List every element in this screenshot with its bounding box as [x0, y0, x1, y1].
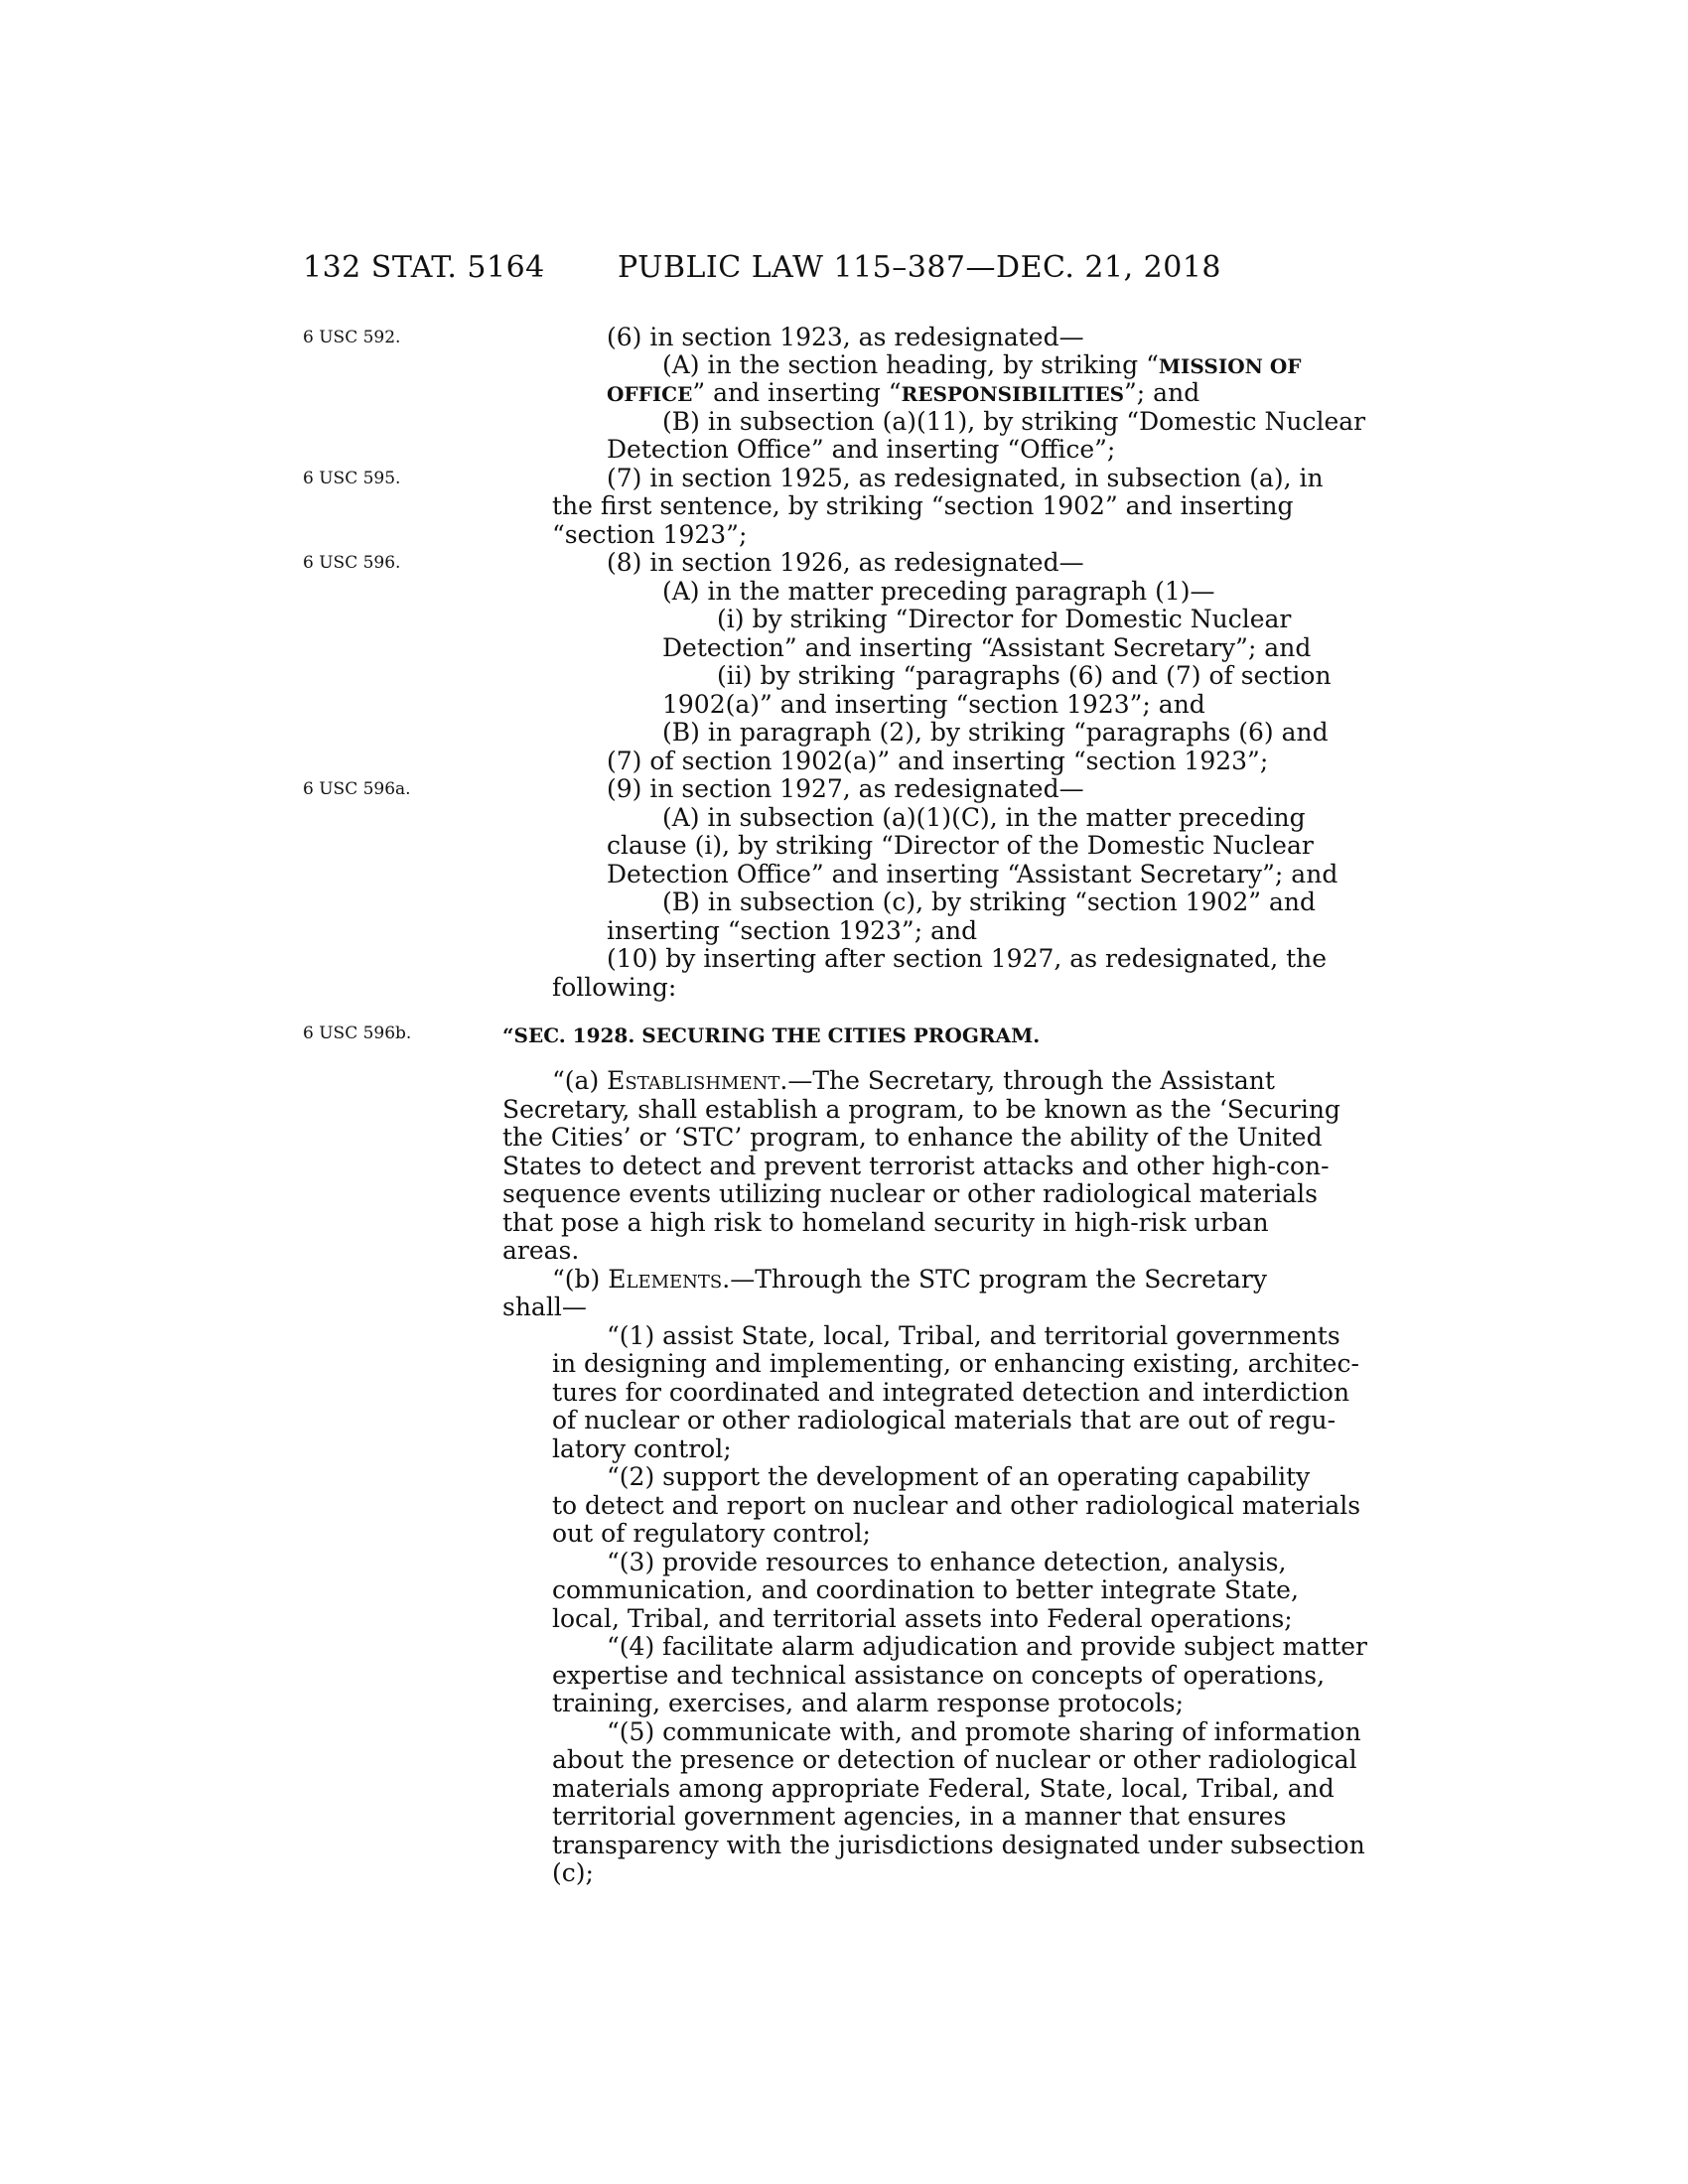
- text-line: “(5) communicate with, and promote sharing of information: [607, 1717, 1361, 1746]
- text-line: “(1) assist State, local, Tribal, and territorial governments: [607, 1321, 1340, 1350]
- text-line: to detect and report on nuclear and other radiological materials: [552, 1491, 1361, 1520]
- text-line: (9) in section 1927, as redesignated—: [607, 774, 1084, 803]
- bold-heading-text: RESPONSIBILITIES: [901, 382, 1125, 406]
- text-line: (B) in subsection (c), by striking “section 1902” and: [662, 887, 1316, 916]
- text-line: Detection Office” and inserting “Office”;: [607, 435, 1116, 464]
- text-span: “(b): [552, 1265, 609, 1294]
- text-span: .—Through the STC program the Secretary: [722, 1265, 1267, 1294]
- text-line: Secretary, shall establish a program, to be known as the ‘Securing: [502, 1095, 1340, 1124]
- text-span: ”; and: [1124, 378, 1200, 407]
- margin-note-usc-596a: 6 USC 596a.: [303, 779, 411, 799]
- text-line: [552, 1265, 1267, 1294]
- text-line: shall—: [502, 1293, 587, 1321]
- text-line: (A) in the matter preceding paragraph (1)—: [662, 577, 1215, 606]
- text-line: Detection” and inserting “Assistant Secretary”; and: [662, 633, 1312, 662]
- text-line: training, exercises, and alarm response protocols;: [552, 1689, 1185, 1717]
- text-line: territorial government agencies, in a manner that ensures: [552, 1802, 1287, 1831]
- text-line: (8) in section 1926, as redesignated—: [607, 548, 1084, 577]
- text-line: about the presence or detection of nuclear or other radiological: [552, 1745, 1357, 1774]
- bold-heading-text: MISSION OF: [1158, 354, 1302, 378]
- text-line: areas.: [502, 1236, 580, 1265]
- text-line: latory control;: [552, 1434, 732, 1463]
- text-line: “(4) facilitate alarm adjudication and provide subject matter: [607, 1632, 1367, 1661]
- section-heading: “SEC. 1928. SECURING THE CITIES PROGRAM.: [502, 1024, 1041, 1047]
- text-line: local, Tribal, and territorial assets into Federal operations;: [552, 1604, 1293, 1633]
- public-law-title: PUBLIC LAW 115–387—DEC. 21, 2018: [618, 250, 1222, 285]
- text-line: (10) by inserting after section 1927, as redesignated, the: [607, 944, 1328, 973]
- text-line: [607, 378, 1199, 407]
- text-line: [662, 350, 1301, 379]
- margin-note-usc-592: 6 USC 592.: [303, 328, 401, 347]
- text-line: “section 1923”;: [552, 520, 748, 549]
- text-line: (B) in paragraph (2), by striking “paragraphs (6) and: [662, 718, 1329, 747]
- margin-note-usc-596b: 6 USC 596b.: [303, 1024, 412, 1043]
- text-line: the Cities’ or ‘STC’ program, to enhance the ability of the United: [502, 1123, 1323, 1152]
- text-line: transparency with the jurisdictions designated under subsection: [552, 1831, 1365, 1859]
- text-line: Detection Office” and inserting “Assistant Secretary”; and: [607, 860, 1338, 888]
- bold-heading-text: OFFICE: [607, 382, 693, 406]
- subsection-heading: Establishment: [607, 1066, 780, 1095]
- text-line: tures for coordinated and integrated detection and interdiction: [552, 1378, 1350, 1407]
- subsection-heading: Elements: [608, 1265, 723, 1294]
- margin-note-usc-596: 6 USC 596.: [303, 553, 401, 573]
- text-line: [552, 1066, 1275, 1095]
- text-line: (i) by striking “Director for Domestic Nuclear: [717, 605, 1292, 633]
- text-line: inserting “section 1923”; and: [607, 916, 978, 945]
- text-line: (B) in subsection (a)(11), by striking “Domestic Nuclear: [662, 407, 1366, 436]
- text-line: materials among appropriate Federal, State, local, Tribal, and: [552, 1774, 1335, 1803]
- text-line: (7) of section 1902(a)” and inserting “section 1923”;: [607, 747, 1269, 775]
- text-line: the first sentence, by striking “section 1902” and inserting: [552, 491, 1294, 520]
- text-line: States to detect and prevent terrorist attacks and other high-con-: [502, 1152, 1330, 1180]
- text-line: “(3) provide resources to enhance detection, analysis,: [607, 1548, 1287, 1576]
- text-line: sequence events utilizing nuclear or other radiological materials: [502, 1179, 1318, 1208]
- text-line: communication, and coordination to better integrate State,: [552, 1575, 1299, 1604]
- text-line: out of regulatory control;: [552, 1519, 871, 1548]
- text-line: expertise and technical assistance on concepts of operations,: [552, 1661, 1326, 1690]
- text-line: following:: [552, 973, 677, 1002]
- text-line: of nuclear or other radiological materials that are out of regu-: [552, 1406, 1336, 1434]
- text-span: .—The Secretary, through the Assistant: [779, 1066, 1275, 1095]
- text-line: (c);: [552, 1858, 594, 1887]
- text-span: ” and inserting “: [692, 378, 902, 407]
- text-line: (ii) by striking “paragraphs (6) and (7) of section: [717, 661, 1332, 690]
- stat-page-reference: 132 STAT. 5164: [303, 250, 545, 285]
- text-line: “(2) support the development of an operating capability: [607, 1462, 1311, 1491]
- text-line: that pose a high risk to homeland security in high-risk urban: [502, 1208, 1269, 1237]
- text-span: “(a): [552, 1066, 608, 1095]
- text-line: clause (i), by striking “Director of the Domestic Nuclear: [607, 831, 1314, 860]
- text-line: (6) in section 1923, as redesignated—: [607, 323, 1084, 351]
- text-line: (A) in subsection (a)(1)(C), in the matter preceding: [662, 803, 1306, 832]
- text-line: (7) in section 1925, as redesignated, in subsection (a), in: [607, 464, 1324, 492]
- text-line: in designing and implementing, or enhancing existing, architec-: [552, 1349, 1359, 1378]
- text-span: (A) in the section heading, by striking “: [662, 350, 1159, 379]
- text-line: 1902(a)” and inserting “section 1923”; and: [662, 690, 1205, 719]
- margin-note-usc-595: 6 USC 595.: [303, 469, 401, 488]
